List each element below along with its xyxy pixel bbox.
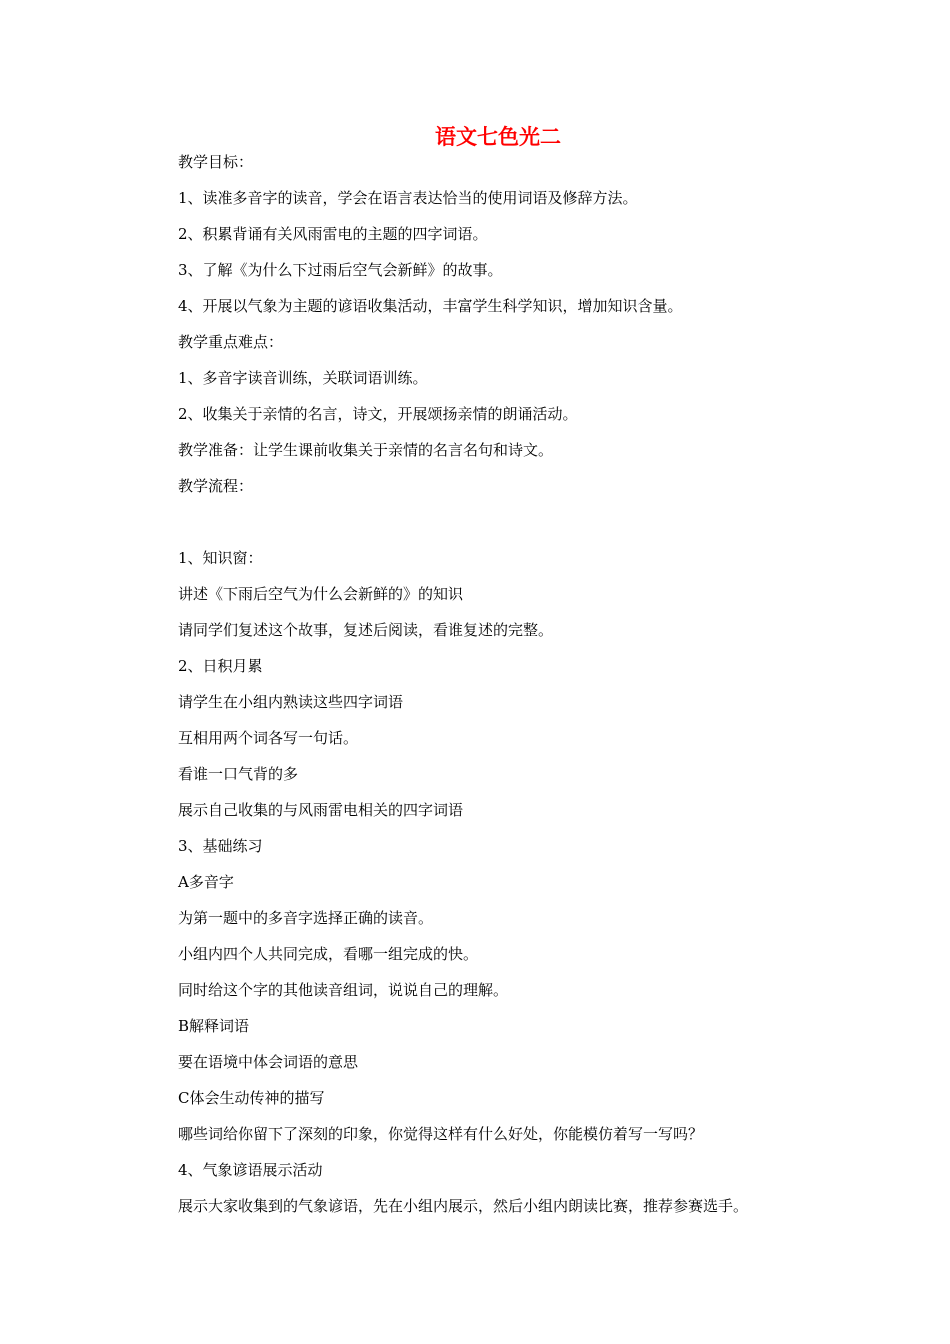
process-step-heading: 3、基础练习 (178, 837, 263, 855)
key-point-item: 2、收集关于亲情的名言，诗文，开展颂扬亲情的朗诵活动。 (178, 405, 578, 423)
process-text: 展示自己收集的与风雨雷电相关的四字词语 (178, 801, 464, 819)
document-title: 语文七色光二 (435, 124, 561, 149)
process-step-heading: 2、日积月累 (178, 657, 263, 675)
process-text: 小组内四个人共同完成，看哪一组完成的快。 (178, 945, 479, 963)
process-subheading: C体会生动传神的描写 (178, 1089, 325, 1107)
process-step-heading: 1、知识窗： (178, 549, 263, 567)
process-text: 看谁一口气背的多 (178, 765, 299, 783)
document-body (178, 148, 878, 1228)
process-subheading: A多音字 (178, 873, 234, 891)
process-text: 请学生在小组内熟读这些四字词语 (178, 693, 404, 711)
process-text: 互相用两个词各写一句话。 (178, 729, 359, 747)
section-heading-preparation: 教学准备：让学生课前收集关于亲情的名言名句和诗文。 (178, 441, 554, 459)
process-text: 哪些词给你留下了深刻的印象，你觉得这样有什么好处，你能模仿着写一写吗？ (178, 1125, 704, 1143)
process-text: 为第一题中的多音字选择正确的读音。 (178, 909, 434, 927)
process-subheading: B解释词语 (178, 1017, 250, 1035)
process-text: 同时给这个字的其他读音组词，说说自己的理解。 (178, 981, 509, 999)
process-step-heading: 4、气象谚语展示活动 (178, 1161, 323, 1179)
objective-item: 1、读准多音字的读音，学会在语言表达恰当的使用词语及修辞方法。 (178, 189, 638, 207)
objective-item: 2、积累背诵有关风雨雷电的主题的四字词语。 (178, 225, 488, 243)
key-point-item: 1、多音字读音训练，关联词语训练。 (178, 369, 428, 387)
process-text: 要在语境中体会词语的意思 (178, 1053, 359, 1071)
section-heading-key-points: 教学重点难点： (178, 333, 284, 351)
section-heading-process: 教学流程： (178, 477, 254, 495)
process-text: 讲述《下雨后空气为什么会新鲜的》的知识 (178, 585, 464, 603)
objective-item: 4、开展以气象为主题的谚语收集活动，丰富学生科学知识，增加知识含量。 (178, 297, 683, 315)
process-text: 请同学们复述这个故事，复述后阅读，看谁复述的完整。 (178, 621, 554, 639)
objective-item: 3、了解《为什么下过雨后空气会新鲜》的故事。 (178, 261, 503, 279)
process-text: 展示大家收集到的气象谚语，先在小组内展示，然后小组内朗读比赛，推荐参赛选手。 (178, 1197, 749, 1215)
section-heading-objectives: 教学目标： (178, 153, 254, 171)
